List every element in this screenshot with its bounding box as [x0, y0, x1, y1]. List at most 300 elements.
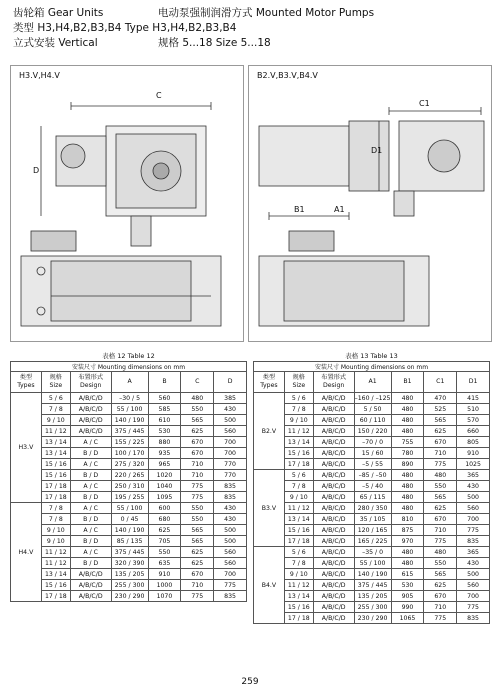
- table-cell: 565: [181, 415, 214, 426]
- table-cell: 610: [148, 415, 181, 426]
- table-cell: 775: [424, 459, 457, 470]
- table-cell: 11 / 12: [41, 426, 70, 437]
- table-row: [11, 437, 247, 448]
- table-cell: –85 / –50: [354, 470, 391, 481]
- table-cell: 510: [457, 404, 490, 415]
- table-cell: 220 / 265: [111, 470, 148, 481]
- table-cell: 550: [181, 404, 214, 415]
- dim-c-label: C: [156, 91, 162, 100]
- table-cell: 230 / 290: [111, 591, 148, 602]
- header-line-2: 类型 H3,H4,B2,B3,B4 Type H3,H4,B2,B3,B4: [13, 22, 237, 34]
- table-cell: 990: [391, 602, 424, 613]
- table-cell: 480: [424, 547, 457, 558]
- table-row: [11, 415, 247, 426]
- table-cell: 375 / 445: [111, 426, 148, 437]
- table-cell: 430: [457, 558, 490, 569]
- table-cell: 5 / 6: [284, 547, 313, 558]
- table-cell: 255 / 300: [111, 580, 148, 591]
- table-row: [254, 404, 490, 415]
- table-cell: 1040: [148, 481, 181, 492]
- table-cell: 60 / 110: [354, 415, 391, 426]
- dim-d1-label: D1: [371, 146, 383, 155]
- header-vertical: 立式安装 Vertical: [13, 37, 98, 49]
- table-cell: 13 / 14: [41, 437, 70, 448]
- table-cell: A / C: [70, 481, 111, 492]
- table-cell: 17 / 18: [284, 459, 313, 470]
- table-cell: 530: [148, 426, 181, 437]
- table-cell: 480: [391, 492, 424, 503]
- table-row: [254, 558, 490, 569]
- table-cell: 500: [214, 525, 247, 536]
- table-cell: 1020: [148, 470, 181, 481]
- table-12-caption: 表格 12 Table 12: [11, 350, 247, 362]
- dim-a1-label: A1: [334, 205, 345, 214]
- table-row: [254, 437, 490, 448]
- table12-header-0: 类型 Types: [11, 372, 42, 393]
- table-cell: 9 / 10: [284, 492, 313, 503]
- table-row: [254, 459, 490, 470]
- table-cell: 670: [424, 591, 457, 602]
- table-row: [11, 569, 247, 580]
- table-cell: 775: [457, 525, 490, 536]
- table-cell: 415: [457, 393, 490, 404]
- table-cell: 890: [391, 459, 424, 470]
- table-cell: 13 / 14: [284, 591, 313, 602]
- table-cell: B / D: [70, 492, 111, 503]
- table-cell: 775: [181, 591, 214, 602]
- table-cell: 835: [214, 481, 247, 492]
- table-cell: 670: [424, 514, 457, 525]
- table-cell: –160 / –125: [354, 394, 391, 402]
- table-cell: 670: [181, 569, 214, 580]
- table-cell: 775: [424, 613, 457, 624]
- table12-header-1: 规格 Size: [41, 372, 70, 393]
- table-cell: 7 / 8: [284, 481, 313, 492]
- table-row: [254, 580, 490, 591]
- table-cell: 615: [391, 569, 424, 580]
- table-cell: 255 / 300: [354, 602, 391, 613]
- table13-header-4: B1: [391, 372, 424, 393]
- table-cell: 560: [214, 426, 247, 437]
- table-cell: 17 / 18: [284, 536, 313, 547]
- table-cell: A/B/C/D: [313, 470, 354, 481]
- table-row: [11, 536, 247, 547]
- table-cell: A/B/C/D: [313, 415, 354, 426]
- table-row: [11, 580, 247, 591]
- table13-header-5: C1: [424, 372, 457, 393]
- table-cell: 835: [457, 613, 490, 624]
- table-cell: 560: [148, 393, 181, 404]
- table-cell: 13 / 14: [41, 569, 70, 580]
- table-cell: A/B/C/D: [313, 459, 354, 470]
- table-cell: 11 / 12: [284, 503, 313, 514]
- table-cell: 625: [424, 426, 457, 437]
- table-cell: 15 / 16: [41, 459, 70, 470]
- drawing-left-title: H3.V,H4.V: [19, 71, 60, 80]
- table-cell: 565: [424, 492, 457, 503]
- table-cell: 135 / 205: [111, 569, 148, 580]
- table-row: [254, 503, 490, 514]
- table-cell: 5 / 6: [284, 470, 313, 481]
- table-row: [11, 503, 247, 514]
- table-cell: 7 / 8: [41, 404, 70, 415]
- table-cell: 810: [391, 514, 424, 525]
- table-row: [254, 393, 490, 404]
- table-cell: 150 / 220: [354, 426, 391, 437]
- table-cell: 85 / 135: [111, 536, 148, 547]
- table-cell: 9 / 10: [284, 569, 313, 580]
- table-cell: 320 / 390: [111, 558, 148, 569]
- table-cell: 775: [214, 580, 247, 591]
- table-cell: 635: [148, 558, 181, 569]
- table-cell: A/B/C/D: [313, 569, 354, 580]
- table-cell: A/B/C/D: [70, 591, 111, 602]
- table-cell: A/B/C/D: [313, 437, 354, 448]
- table-cell: 880: [148, 437, 181, 448]
- table-cell: A/B/C/D: [70, 415, 111, 426]
- table-cell: A/B/C/D: [313, 481, 354, 492]
- table-cell: A/B/C/D: [313, 393, 354, 404]
- table-row: [254, 536, 490, 547]
- table-row: [11, 481, 247, 492]
- table-cell: 670: [424, 437, 457, 448]
- table-cell: 17 / 18: [284, 613, 313, 624]
- table-row: [11, 459, 247, 470]
- table-cell: A/B/C/D: [313, 448, 354, 459]
- table-cell: A/B/C/D: [313, 602, 354, 613]
- table-cell: 9 / 10: [41, 525, 70, 536]
- table-cell: 55 / 100: [111, 503, 148, 514]
- table-cell: 1065: [391, 613, 424, 624]
- table-cell: 15 / 60: [354, 448, 391, 459]
- table-cell: 700: [214, 437, 247, 448]
- dim-c1-label: C1: [419, 99, 430, 108]
- table-cell: 710: [424, 525, 457, 536]
- header-mounted-pumps: 电动泵强制润滑方式 Mounted Motor Pumps: [158, 7, 375, 19]
- table-cell: 775: [424, 536, 457, 547]
- table-cell: 11 / 12: [284, 426, 313, 437]
- table-cell: 7 / 8: [41, 514, 70, 525]
- table-cell: 1095: [148, 492, 181, 503]
- table-cell: A / C: [70, 437, 111, 448]
- table-cell: 660: [457, 426, 490, 437]
- table12-header-2: 布置形式 Design: [70, 372, 111, 393]
- table-cell: 480: [391, 547, 424, 558]
- table-row: [254, 514, 490, 525]
- table-cell: 100 / 170: [111, 448, 148, 459]
- table-cell: 230 / 290: [354, 613, 391, 624]
- table-cell: 905: [391, 591, 424, 602]
- table-cell: 430: [214, 404, 247, 415]
- header-gear-units: 齿轮箱 Gear Units: [13, 7, 104, 19]
- table-cell: 700: [457, 514, 490, 525]
- table-cell: A/B/C/D: [70, 426, 111, 437]
- table-cell: 5 / 50: [354, 404, 391, 415]
- table-cell: A / C: [70, 547, 111, 558]
- table-cell: 430: [214, 514, 247, 525]
- table-cell: 15 / 16: [41, 580, 70, 591]
- table-13-header-row: [254, 372, 490, 393]
- table-cell: 585: [148, 404, 181, 415]
- table-cell: 165 / 225: [354, 536, 391, 547]
- table-cell: 480: [391, 393, 424, 404]
- table-cell: 780: [391, 448, 424, 459]
- table-cell: 140 / 190: [111, 415, 148, 426]
- type-cell: B2.V: [254, 393, 285, 470]
- table-cell: 770: [214, 470, 247, 481]
- table-row: [11, 558, 247, 569]
- table13-header-0: 类型 Types: [254, 372, 285, 393]
- table-cell: 770: [214, 459, 247, 470]
- table-cell: 625: [424, 503, 457, 514]
- table-cell: 35 / 105: [354, 514, 391, 525]
- table-cell: 1025: [457, 459, 490, 470]
- table-row: [11, 448, 247, 459]
- table-cell: 710: [424, 602, 457, 613]
- table-row: [11, 404, 247, 415]
- table-cell: 670: [181, 448, 214, 459]
- table-cell: 700: [457, 591, 490, 602]
- table-cell: A/B/C/D: [313, 547, 354, 558]
- table-row: [11, 547, 247, 558]
- table-row: [254, 426, 490, 437]
- table-cell: 195 / 255: [111, 492, 148, 503]
- table-cell: 55 / 100: [111, 404, 148, 415]
- table-12-subcaption: 安装尺寸 Mounting dimensions on mm: [11, 362, 247, 372]
- table-cell: 280 / 350: [354, 503, 391, 514]
- table-cell: 0 / 45: [111, 514, 148, 525]
- table-row: [11, 426, 247, 437]
- table-cell: 805: [457, 437, 490, 448]
- table-cell: A/B/C/D: [70, 393, 111, 404]
- table-cell: 11 / 12: [284, 580, 313, 591]
- table-cell: 965: [148, 459, 181, 470]
- table-cell: 65 / 115: [354, 492, 391, 503]
- table-cell: 480: [391, 503, 424, 514]
- table-cell: 835: [214, 591, 247, 602]
- table-row: [11, 470, 247, 481]
- dim-b1-label: B1: [294, 205, 305, 214]
- table-row: [254, 591, 490, 602]
- type-cell: H3.V: [11, 393, 42, 503]
- table-cell: 17 / 18: [41, 481, 70, 492]
- table-cell: 375 / 445: [111, 547, 148, 558]
- table-row: [11, 525, 247, 536]
- type-cell: B3.V: [254, 470, 285, 547]
- type-cell: H4.V: [11, 503, 42, 602]
- table-cell: A/B/C/D: [313, 514, 354, 525]
- table-row: [254, 481, 490, 492]
- table-cell: 13 / 14: [41, 448, 70, 459]
- table-cell: 9 / 10: [41, 536, 70, 547]
- table-cell: 470: [424, 393, 457, 404]
- table-cell: A/B/C/D: [313, 492, 354, 503]
- table-cell: 565: [181, 536, 214, 547]
- drawing-right-svg: [249, 66, 491, 341]
- table-cell: 910: [148, 569, 181, 580]
- table-cell: A/B/C/D: [313, 580, 354, 591]
- table-cell: 480: [391, 415, 424, 426]
- table-13: [253, 350, 490, 624]
- table-13-subcaption: 安装尺寸 Mounting dimensions on mm: [254, 362, 490, 372]
- table-cell: –5 / 55: [354, 459, 391, 470]
- table-cell: 570: [457, 415, 490, 426]
- table-cell: 7 / 8: [284, 558, 313, 569]
- table-cell: 560: [214, 547, 247, 558]
- drawing-left-svg: [11, 66, 243, 341]
- table-cell: 710: [181, 470, 214, 481]
- table-cell: 15 / 16: [284, 448, 313, 459]
- table-cell: B / D: [70, 448, 111, 459]
- table-row: [254, 415, 490, 426]
- table13-header-3: A1: [354, 372, 391, 393]
- table-row: [11, 514, 247, 525]
- table-cell: 500: [214, 415, 247, 426]
- table-cell: –5 / 40: [354, 481, 391, 492]
- table-row: [254, 448, 490, 459]
- table-cell: 13 / 14: [284, 437, 313, 448]
- table-cell: 15 / 16: [284, 525, 313, 536]
- table-cell: 1000: [148, 580, 181, 591]
- table-12-header-row: [11, 372, 247, 393]
- table-cell: 13 / 14: [284, 514, 313, 525]
- table-cell: –30 / 5: [111, 393, 148, 404]
- table-cell: 775: [181, 481, 214, 492]
- table-cell: 625: [181, 547, 214, 558]
- table-cell: A / C: [70, 503, 111, 514]
- table-cell: 365: [457, 547, 490, 558]
- header-line-1: [13, 6, 375, 20]
- table-cell: 1070: [148, 591, 181, 602]
- table-cell: A/B/C/D: [313, 503, 354, 514]
- table-cell: 560: [457, 503, 490, 514]
- table-cell: 530: [391, 580, 424, 591]
- table-cell: 15 / 16: [41, 470, 70, 481]
- table-cell: 565: [181, 525, 214, 536]
- table-cell: B / D: [70, 558, 111, 569]
- table-cell: 500: [457, 569, 490, 580]
- drawing-h3v-h4v: [10, 65, 244, 342]
- table-cell: 935: [148, 448, 181, 459]
- table-cell: 550: [424, 481, 457, 492]
- table12-header-4: B: [148, 372, 181, 393]
- table-cell: 705: [148, 536, 181, 547]
- table-cell: 500: [457, 492, 490, 503]
- table-cell: A / C: [70, 525, 111, 536]
- table-cell: 835: [457, 536, 490, 547]
- table-cell: 910: [457, 448, 490, 459]
- table-cell: B / D: [70, 470, 111, 481]
- table-row: [254, 569, 490, 580]
- table-cell: 710: [181, 580, 214, 591]
- table-row: [11, 393, 247, 404]
- table-cell: 17 / 18: [41, 492, 70, 503]
- table-row: [254, 547, 490, 558]
- table-cell: A/B/C/D: [70, 569, 111, 580]
- table-cell: 550: [424, 558, 457, 569]
- table-cell: 15 / 16: [284, 602, 313, 613]
- table-cell: 710: [424, 448, 457, 459]
- table-cell: 625: [424, 580, 457, 591]
- table-cell: 9 / 10: [284, 415, 313, 426]
- table-row: [254, 470, 490, 481]
- table-cell: 480: [391, 481, 424, 492]
- table-cell: 375 / 445: [354, 580, 391, 591]
- table-row: [254, 525, 490, 536]
- table12-header-5: C: [181, 372, 214, 393]
- table-cell: 430: [214, 503, 247, 514]
- table13-header-1: 规格 Size: [284, 372, 313, 393]
- table-cell: 140 / 190: [354, 569, 391, 580]
- table-cell: 9 / 10: [41, 415, 70, 426]
- table-cell: A/B/C/D: [313, 536, 354, 547]
- table-row: [11, 591, 247, 602]
- table-cell: B / D: [70, 514, 111, 525]
- table-cell: 775: [457, 602, 490, 613]
- table13-header-2: 布置形式 Design: [313, 372, 354, 393]
- table-cell: 480: [391, 426, 424, 437]
- page-number: 259: [241, 677, 259, 687]
- table-cell: 775: [181, 492, 214, 503]
- drawing-right-title: B2.V,B3.V,B4.V: [257, 71, 318, 80]
- table-cell: 525: [424, 404, 457, 415]
- table-cell: 700: [214, 448, 247, 459]
- table-cell: 155 / 225: [111, 437, 148, 448]
- table-cell: 565: [424, 569, 457, 580]
- table-cell: 625: [181, 558, 214, 569]
- table-cell: 480: [391, 404, 424, 415]
- table-cell: 560: [214, 558, 247, 569]
- table-cell: 11 / 12: [41, 547, 70, 558]
- table-cell: A/B/C/D: [313, 426, 354, 437]
- table-cell: –70 / 0: [354, 437, 391, 448]
- table-row: [254, 613, 490, 624]
- table-cell: 140 / 190: [111, 525, 148, 536]
- table-cell: 135 / 205: [354, 591, 391, 602]
- table12-header-6: D: [214, 372, 247, 393]
- table-13-caption: 表格 13 Table 13: [254, 350, 490, 362]
- table-cell: 5 / 6: [41, 393, 70, 404]
- table-cell: 5 / 6: [284, 393, 313, 404]
- table-cell: B / D: [70, 536, 111, 547]
- table-cell: 550: [181, 514, 214, 525]
- table-cell: 7 / 8: [41, 503, 70, 514]
- table-cell: A / C: [70, 459, 111, 470]
- table-cell: A/B/C/D: [70, 580, 111, 591]
- table-cell: A/B/C/D: [70, 404, 111, 415]
- table-cell: 970: [391, 536, 424, 547]
- table13-header-6: D1: [457, 372, 490, 393]
- table-row: [11, 492, 247, 503]
- table-cell: 700: [214, 569, 247, 580]
- table-cell: 7 / 8: [284, 404, 313, 415]
- dim-d-label: D: [33, 166, 40, 175]
- header-size: 规格 5...18 Size 5...18: [158, 37, 271, 49]
- table-cell: A/B/C/D: [313, 558, 354, 569]
- drawing-b2v-b3v-b4v: [248, 65, 492, 342]
- table-cell: 625: [181, 426, 214, 437]
- table-cell: 755: [391, 437, 424, 448]
- header-line-3: [13, 36, 271, 50]
- table-cell: 365: [457, 470, 490, 481]
- table-cell: 480: [424, 470, 457, 481]
- table-cell: 875: [391, 525, 424, 536]
- table-cell: 275 / 320: [111, 459, 148, 470]
- table-row: [254, 602, 490, 613]
- table-cell: 430: [457, 481, 490, 492]
- table-cell: 670: [181, 437, 214, 448]
- table-cell: 835: [214, 492, 247, 503]
